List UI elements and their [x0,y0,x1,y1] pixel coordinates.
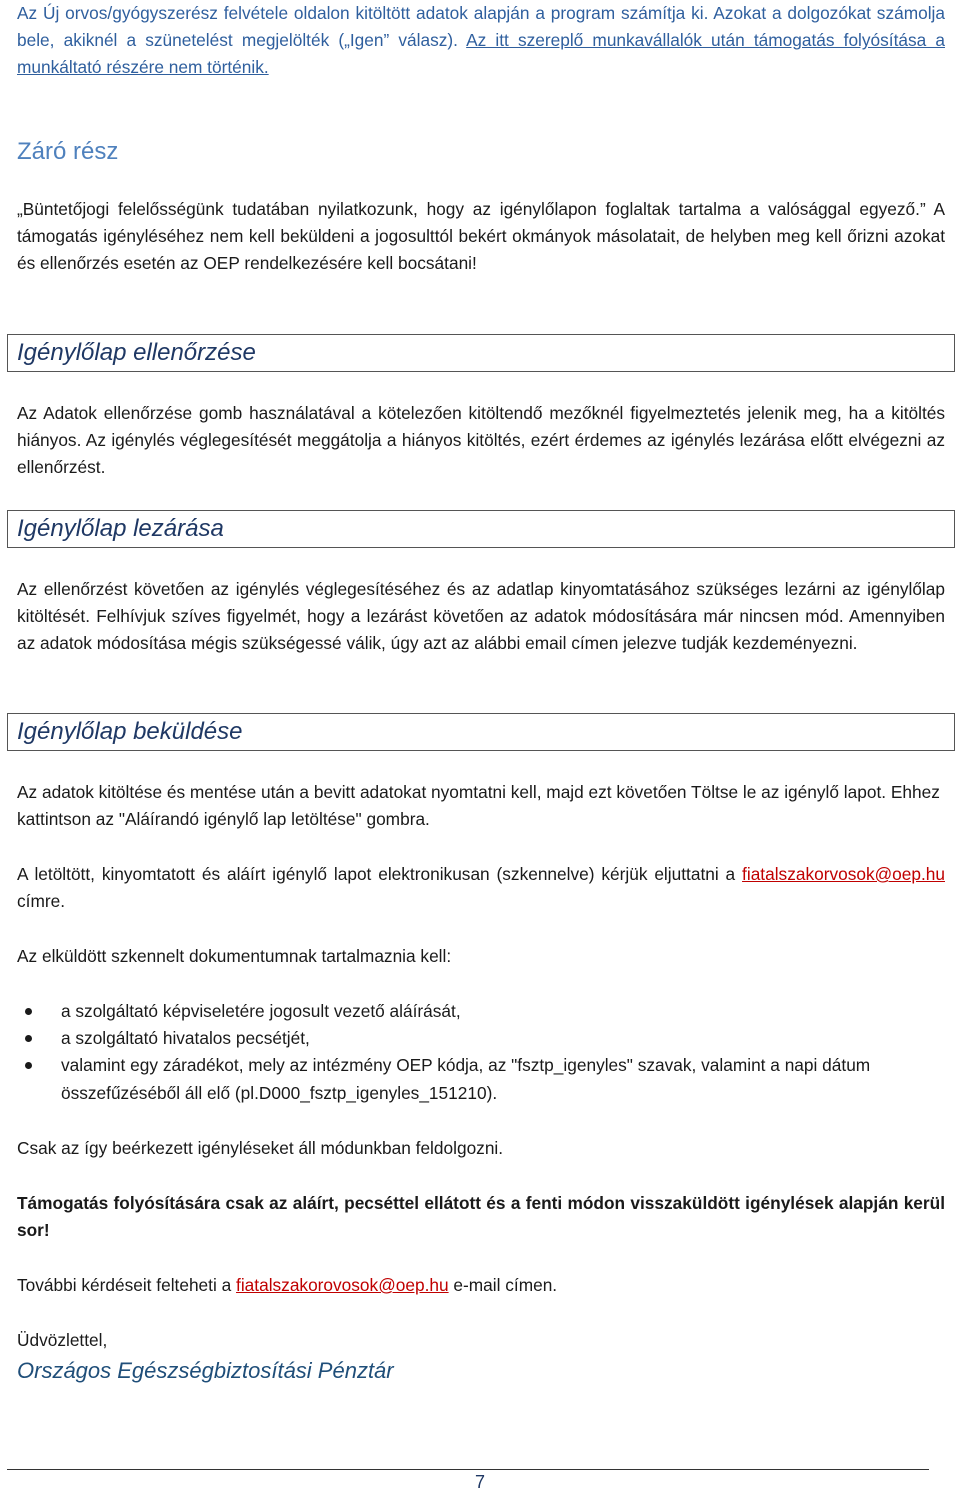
bekuldes-p6-text: További kérdéseit felteheti a [17,1275,237,1295]
bullet-icon [25,1062,32,1069]
zaro-text: A támogatás igényléséhez nem kell beküldeni a jogosulttól bekért okmányok másolatait, de helyben meg kell őrizni azokat és ellenőrzés esetén az OEP rendelkezésére kell bocsátani! [17,199,945,274]
bekuldes-heading: Igénylőlap beküldése [7,713,955,751]
lezaras-heading: Igénylőlap lezárása [7,510,955,548]
email-link-fiatalszakorvosok[interactable]: fiatalszakorvosok@oep.hu [742,864,945,884]
page-number: 7 [474,1472,485,1492]
zaro-paragraph [17,196,945,278]
intro-text-2: Az itt szereplő munkavállalók után támogatás folyósítása a munkáltató részére nem történik. [17,30,945,78]
zaro-heading: Záró rész [17,138,119,165]
bekuldes-paragraph-3: Az elküldött szkennelt dokumentumnak tartalmaznia kell: [17,946,452,966]
ellenorzes-paragraph: Az Adatok ellenőrzése gomb használatával a kötelezően kitöltendő mezőknél figyelmeztetés jelenik meg, ha a kitöltés hiányos. Az igénylés véglegesítését meggátolja a hiányos kitöltés, ezért érdemes az igénylés lezárása előtt elvégezni az ellenőrzést. [17,403,945,478]
bekuldes-p6-end: e-mail címen. [448,1275,558,1295]
bullet-icon [25,1008,32,1015]
intro-text-1: Az Új orvos/gyógyszerész felvétele oldalon kitöltött adatok alapján a program számítja ki. Azokat a dolgozókat számolja bele, akiknél a szünetelést megjelölték („Igen” válasz). [17,3,945,51]
footer-divider [7,1469,929,1470]
closing-greeting: Üdvözlettel, [17,1330,108,1350]
intro-paragraph [17,0,945,82]
bullet-icon [25,1035,32,1042]
list-item [17,1025,945,1052]
bekuldes-warning: Támogatás folyósítására csak az aláírt, pecséttel ellátott és a fenti módon visszaküldött igénylések alapján kerül sor! [17,1193,945,1241]
list-item-text: valamint egy záradékot, mely az intézmény OEP kódja, az "fsztp_igenyles" szavak, valamint a napi dátum összefűzéséből áll elő (pl.D000_fsztp_igenyles_151210). [61,1055,871,1103]
list-item [17,1052,945,1106]
bekuldes-p2-text: A letöltött, kinyomtatott és aláírt igénylő lapot elektronikusan (szkennelve) kérjük eljuttatni a [17,864,743,884]
list-item-text: a szolgáltató hivatalos pecsétjét, [61,1028,310,1049]
bekuldes-paragraph-4: Csak az így beérkezett igényléseket áll módunkban feldolgozni. [17,1138,504,1158]
zaro-declaration: „Büntetőjogi felelősségünk tudatában nyilatkozunk, hogy az igénylőlapon foglaltak tartalma a valósággal egyező.” [17,199,926,219]
bekuldes-paragraph-1: Az adatok kitöltése és mentése után a bevitt adatokat nyomtatni kell, majd ezt követően Töltse le az igénylő lapot. Ehhez kattintson az "Aláírandó igénylő lap letöltése" gombra. [17,782,940,830]
closing-signature: Országos Egészségbiztosítási Pénztár [17,1358,394,1383]
requirements-list [17,998,945,1107]
bekuldes-paragraph-2 [17,861,945,915]
list-item-text: a szolgáltató képviseletére jogosult vezető aláírását, [61,1001,461,1021]
email-link-fiatalszakorovosok[interactable]: fiatalszakorovosok@oep.hu [236,1275,449,1295]
bekuldes-p2-end: címre. [17,891,66,912]
bekuldes-paragraph-6 [17,1272,945,1299]
ellenorzes-heading: Igénylőlap ellenőrzése [7,334,955,372]
lezaras-paragraph: Az ellenőrzést követően az igénylés véglegesítéséhez és az adatlap kinyomtatásához szükséges lezárni az igénylőlap kitöltését. Felhívjuk szíves figyelmét, hogy a lezárást követően az adatok módosítására már nincsen mód. Amennyiben az adatok módosítása mégis szükségessé válik, úgy azt az alábbi email címen jelezve tudják kezdeményezni. [17,579,945,654]
list-item [17,998,945,1025]
